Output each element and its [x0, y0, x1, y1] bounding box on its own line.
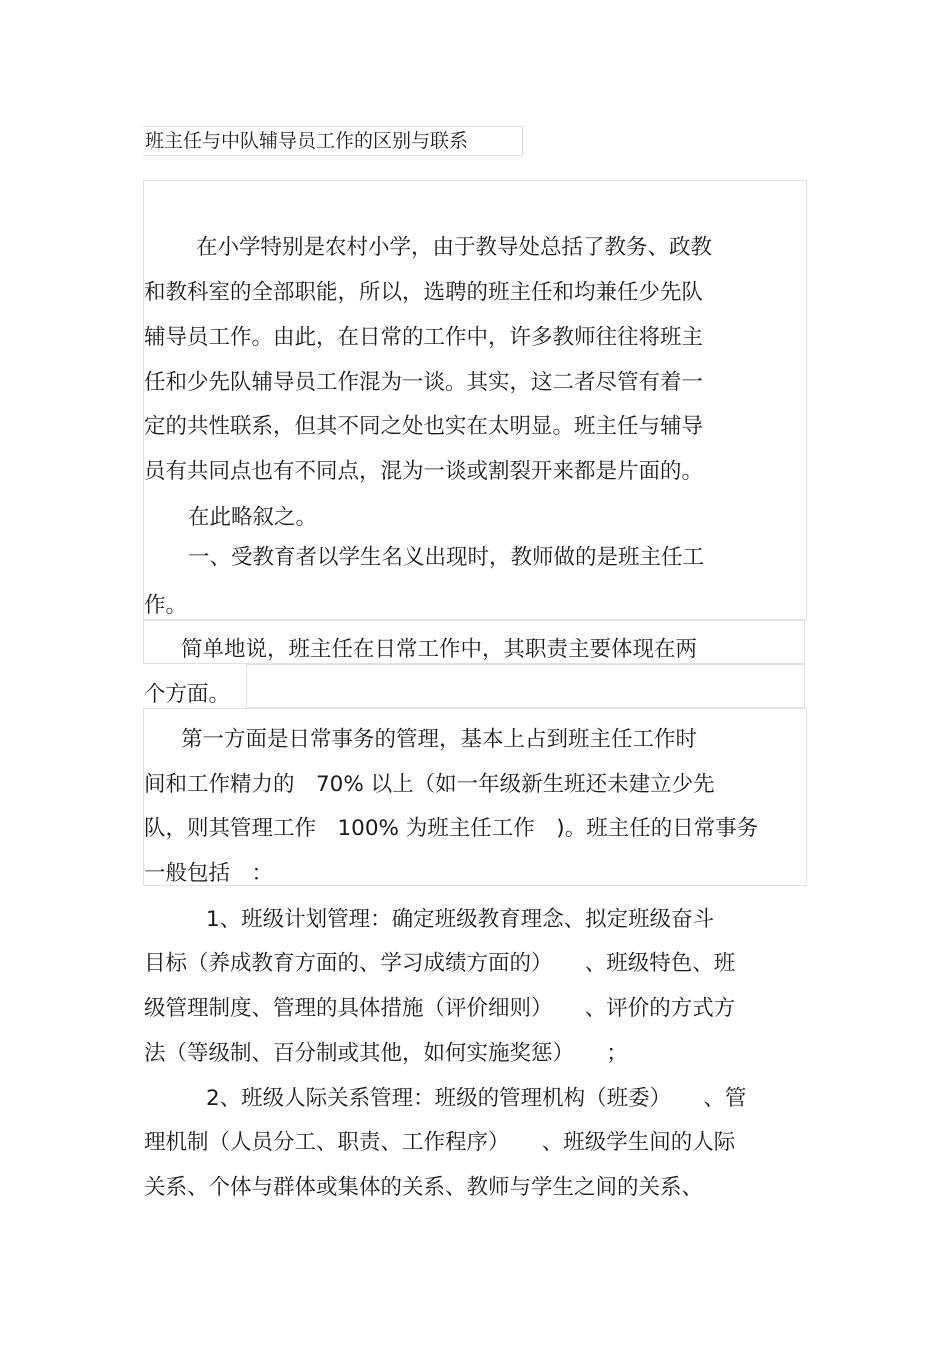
paragraph-line: 辅导员工作。由此，在日常的工作中，许多教师往往将班主 — [144, 325, 704, 350]
paragraph-line: 队，则其管理工作 100% 为班主任工作 )。班主任的日常事务 — [144, 816, 759, 841]
list-item-line: 法（等级制、百分制或其他，如何实施奖惩） ； — [144, 1041, 628, 1066]
paragraph-line: 个方面。 — [144, 682, 231, 707]
list-item-line: 2、班级人际关系管理：班级的管理机构（班委） 、管 — [206, 1086, 747, 1111]
list-item-line: 目标（养成教育方面的、学习成绩方面的） 、班级特色、班 — [144, 951, 736, 976]
paragraph-line: 间和工作精力的 70% 以上（如一年级新生班还未建立少先 — [144, 772, 715, 797]
paragraph-line: 定的共性联系，但其不同之处也实在太明显。班主任与辅导 — [144, 414, 704, 439]
paragraph-line: 第一方面是日常事务的管理，基本上占到班主任工作时 — [181, 727, 698, 752]
paragraph-line: 任和少先队辅导员工作混为一谈。其实，这二者尽管有着一 — [144, 370, 704, 395]
paragraph-line: 员有共同点也有不同点，混为一谈或割裂开来都是片面的。 — [144, 459, 704, 484]
section-heading: 一、受教育者以学生名义出现时，教师做的是班主任工 — [188, 545, 705, 570]
document-title: 班主任与中队辅导员工作的区别与联系 — [145, 130, 469, 152]
list-item-line: 关系、个体与群体或集体的关系、教师与学生之间的关系、 — [144, 1175, 704, 1200]
paragraph-line: 和教科室的全部职能，所以，选聘的班主任和均兼任少先队 — [144, 280, 704, 305]
list-item-line: 级管理制度、管理的具体措施（评价细则） 、评价的方式方 — [144, 996, 736, 1021]
paragraph-line: 在此略叙之。 — [188, 505, 318, 530]
list-item-line: 理机制（人员分工、职责、工作程序） 、班级学生间的人际 — [144, 1130, 736, 1155]
list-item-line: 1、班级计划管理：确定班级教育理念、拟定班级奋斗 — [206, 907, 715, 932]
paragraph-line: 简单地说，班主任在日常工作中，其职责主要体现在两 — [181, 637, 698, 662]
paragraph-line: 在小学特别是农村小学，由于教导处总括了教务、政教 — [196, 235, 713, 260]
paragraph-line: 作。 — [144, 593, 188, 618]
text-frame-small — [246, 664, 805, 708]
paragraph-line: 一般包括 ： — [144, 861, 274, 886]
